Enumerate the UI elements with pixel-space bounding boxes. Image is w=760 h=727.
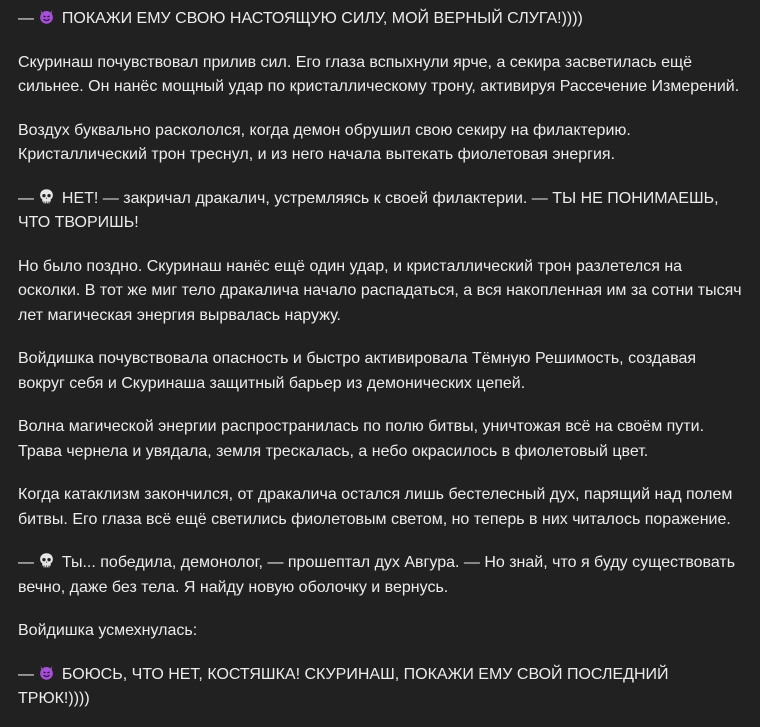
paragraph-2: Скуринаш почувствовал прилив сил. Его глаза вспыхнули ярче, а секира засветилась ещё сильнее. Он нанёс мощный удар по кристаллическому трону, активируя Рассечение Измерений. [18,53,740,95]
paragraph-8: Когда катаклизм закончился, от дракалича остался лишь бестелесный дух, парящий над полем битвы. Его глаза всё ещё светились фиолетовым светом, но теперь в них читалось поражение. [18,486,733,528]
paragraph-7: Волна магической энергии распространилась по полю битвы, уничтожая всё на своём пути. Трава чернела и увядала, земля трескалась, а небо окрасилось в фиолетовый цвет. [18,418,705,460]
paragraph-4: — НЕТ! — закричал дракалич, устремляясь к своей филактерии. — ТЫ НЕ ПОНИМАЕШЬ, ЧТО ТВОРИШЬ! [18,189,719,231]
skull-icon [38,552,55,569]
paragraph-3: Воздух буквально раскололся, когда демон обрушил свою секиру на филактерию. Кристаллический трон треснул, и из него начала вытекать фиолетовая энергия. [18,121,631,163]
skull-icon [38,188,55,205]
paragraph-11: — БОЮСЬ, ЧТО НЕТ, КОСТЯШКА! СКУРИНАШ, ПОКАЖИ ЕМУ СВОЙ ПОСЛЕДНИЙ ТРЮК!)))) [18,665,669,707]
purple-devil-icon [38,664,55,681]
paragraph-1: — ПОКАЖИ ЕМУ СВОЮ НАСТОЯЩУЮ СИЛУ, МОЙ ВЕРНЫЙ СЛУГА!)))) [18,10,583,27]
paragraph-10: Войдишка усмехнулась: [18,622,198,639]
paragraph-5: Но было поздно. Скуринаш нанёс ещё один удар, и кристаллический трон разлетелся на осколки. В тот же миг тело дракалича начало распадаться, а вся накопленная им за сотни тысяч лет магическая энергия вырвалась наружу. [18,257,742,324]
paragraph-6: Войдишка почувствовала опасность и быстро активировала Тёмную Решимость, создавая вокруг себя и Скуринаша защитный барьер из демонических цепей. [18,350,697,392]
paragraph-9: — Ты... победила, демонолог, — прошептал дух Авгура. — Но знай, что я буду существовать вечно, даже без тела. Я найду новую оболочку и вернусь. [18,554,736,596]
purple-devil-icon [38,8,55,25]
